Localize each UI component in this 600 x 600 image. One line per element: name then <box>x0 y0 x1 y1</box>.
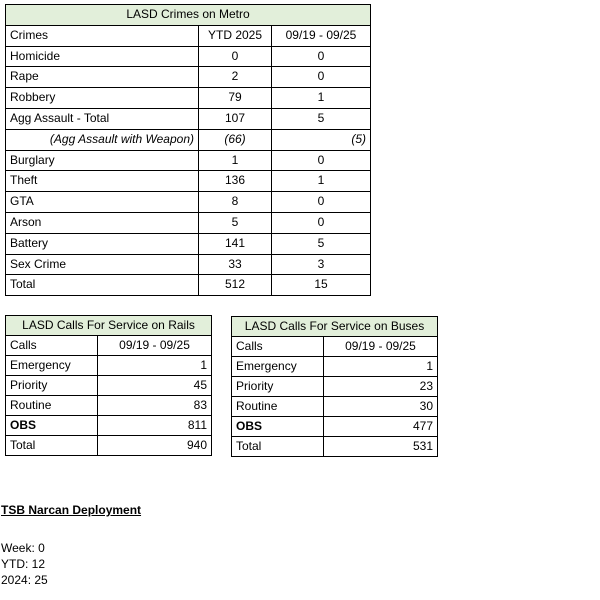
crime-week: 0 <box>272 212 371 233</box>
table-row <box>6 171 371 192</box>
call-type-label: Emergency <box>232 357 324 377</box>
crimes-table <box>5 4 371 296</box>
call-count: 23 <box>324 377 438 397</box>
crime-week: 5 <box>272 233 371 254</box>
buses-header-row <box>232 337 438 357</box>
table-row <box>232 417 438 437</box>
crime-ytd: 1 <box>199 150 272 171</box>
crime-week: 1 <box>272 88 371 109</box>
crimes-header-row <box>6 25 371 46</box>
crime-ytd: 107 <box>199 108 272 129</box>
total-row <box>232 437 438 457</box>
call-type-label: Priority <box>232 377 324 397</box>
buses-header-week: 09/19 - 09/25 <box>324 337 438 357</box>
table-row <box>6 150 371 171</box>
rails-header-label: Calls <box>6 336 98 356</box>
crimes-table-title: LASD Crimes on Metro <box>6 5 371 26</box>
crime-week: 5 <box>272 108 371 129</box>
call-count: 1 <box>98 356 212 376</box>
crime-week: 15 <box>272 275 371 296</box>
crime-ytd: 79 <box>199 88 272 109</box>
table-row <box>6 396 212 416</box>
table-row <box>6 254 371 275</box>
crime-ytd: 512 <box>199 275 272 296</box>
crime-ytd: 8 <box>199 192 272 213</box>
call-count: 811 <box>98 416 212 436</box>
call-count: 1 <box>324 357 438 377</box>
crime-week: 0 <box>272 46 371 67</box>
crime-week: 0 <box>272 67 371 88</box>
crime-label: GTA <box>6 192 199 213</box>
call-type-label: Priority <box>6 376 98 396</box>
crime-label: Homicide <box>6 46 199 67</box>
call-type-label: Total <box>6 436 98 456</box>
table-row <box>6 46 371 67</box>
crime-label: (Agg Assault with Weapon) <box>6 129 199 150</box>
rails-table-title: LASD Calls For Service on Rails <box>6 316 212 336</box>
crime-week: 1 <box>272 171 371 192</box>
crime-label: Arson <box>6 212 199 233</box>
table-row <box>6 376 212 396</box>
call-count: 477 <box>324 417 438 437</box>
table-row <box>6 192 371 213</box>
call-type-label: Emergency <box>6 356 98 376</box>
table-row <box>6 108 371 129</box>
table-row <box>6 212 371 233</box>
call-count: 30 <box>324 397 438 417</box>
table-row <box>6 88 371 109</box>
call-count: 45 <box>98 376 212 396</box>
call-count: 531 <box>324 437 438 457</box>
call-type-label: OBS <box>6 416 98 436</box>
crime-label: Total <box>6 275 199 296</box>
crimes-header-week: 09/19 - 09/25 <box>272 25 371 46</box>
table-row <box>232 377 438 397</box>
crime-week: 0 <box>272 150 371 171</box>
crime-ytd: 5 <box>199 212 272 233</box>
table-row <box>232 397 438 417</box>
narcan-week: Week: 0 <box>1 541 45 555</box>
crime-ytd: (66) <box>199 129 272 150</box>
table-row <box>6 416 212 436</box>
crime-ytd: 2 <box>199 67 272 88</box>
table-row <box>6 67 371 88</box>
rails-calls-table <box>5 315 212 456</box>
call-type-label: Total <box>232 437 324 457</box>
crime-label: Robbery <box>6 88 199 109</box>
crime-ytd: 141 <box>199 233 272 254</box>
table-row <box>232 357 438 377</box>
buses-calls-table <box>231 316 438 457</box>
table-row <box>6 233 371 254</box>
crime-label: Battery <box>6 233 199 254</box>
call-count: 83 <box>98 396 212 416</box>
rails-header-row <box>6 336 212 356</box>
crime-ytd: 33 <box>199 254 272 275</box>
crime-label: Sex Crime <box>6 254 199 275</box>
crime-label: Theft <box>6 171 199 192</box>
crime-label: Rape <box>6 67 199 88</box>
total-row <box>6 436 212 456</box>
crime-label: Agg Assault - Total <box>6 108 199 129</box>
table-row <box>6 356 212 376</box>
call-type-label: Routine <box>6 396 98 416</box>
buses-table-title: LASD Calls For Service on Buses <box>232 317 438 337</box>
narcan-prior-year: 2024: 25 <box>1 573 48 587</box>
crime-ytd: 136 <box>199 171 272 192</box>
crime-week: (5) <box>272 129 371 150</box>
call-type-label: OBS <box>232 417 324 437</box>
rails-header-week: 09/19 - 09/25 <box>98 336 212 356</box>
total-row <box>6 275 371 296</box>
call-type-label: Routine <box>232 397 324 417</box>
crime-week: 3 <box>272 254 371 275</box>
buses-header-label: Calls <box>232 337 324 357</box>
crimes-title-row <box>6 5 371 26</box>
buses-title-row <box>232 317 438 337</box>
crimes-header-label: Crimes <box>6 25 199 46</box>
crime-week: 0 <box>272 192 371 213</box>
narcan-section-title: TSB Narcan Deployment <box>1 503 142 517</box>
crime-label: Burglary <box>6 150 199 171</box>
call-count: 940 <box>98 436 212 456</box>
crimes-header-ytd: YTD 2025 <box>199 25 272 46</box>
crime-ytd: 0 <box>199 46 272 67</box>
rails-title-row <box>6 316 212 336</box>
table-row <box>6 129 371 150</box>
narcan-ytd: YTD: 12 <box>1 557 46 571</box>
